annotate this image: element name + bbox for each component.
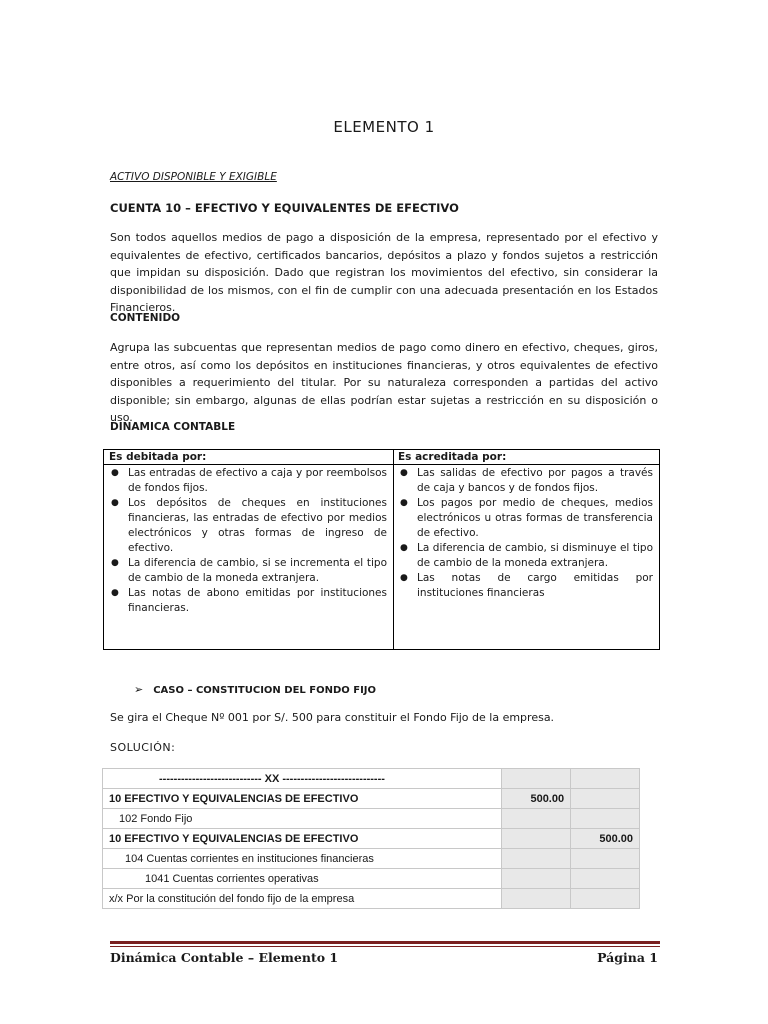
debit-cell xyxy=(502,869,571,889)
bullet-icon: ● xyxy=(111,498,119,508)
debit-cell xyxy=(502,769,571,789)
table-row xyxy=(103,809,640,829)
case-statement: Se gira el Cheque Nº 001 por S/. 500 para constituir el Fondo Fijo de la empresa. xyxy=(110,711,555,724)
list-item: ● Las entradas de efectivo a caja y por reembolsos de fondos fijos. xyxy=(111,467,387,494)
credit-list xyxy=(393,466,659,601)
list-item: ● La diferencia de cambio, si disminuye el tipo de cambio de la moneda extranjera. xyxy=(400,542,653,569)
table-row xyxy=(103,869,640,889)
footer-title: Dinámica Contable – Elemento 1 xyxy=(110,950,339,965)
list-item: ● Las salidas de efectivo por pagos a través de caja y bancos y de fondos fijos. xyxy=(400,467,653,494)
page-title: ELEMENTO 1 xyxy=(333,118,435,136)
contenido-paragraph: Agrupa las subcuentas que representan medios de pago como dinero en efectivo, cheques, giros, entre otros, así como los depósitos en instituciones financieras, y otros equivalentes de efectivo disponibles a requerimiento del titular. Por su naturaleza corresponden a partidas del activo disponible; sin embargo, algunas de ellas podrían estar sujetas a restricción en su disposición o uso. xyxy=(110,341,658,424)
journal-separator: ---------------------------- XX ---------------------------- xyxy=(103,769,502,789)
dynamics-table xyxy=(103,449,660,650)
bullet-icon: ● xyxy=(400,468,408,478)
journal-entry-table xyxy=(102,768,640,909)
list-item: ● Los pagos por medio de cheques, medios electrónicos u otras formas de transferencia de efectivo. xyxy=(400,497,653,539)
case-title: CASO – CONSTITUCION DEL FONDO FIJO xyxy=(153,685,377,696)
credit-cell xyxy=(571,869,640,889)
credit-cell xyxy=(571,849,640,869)
table-row xyxy=(103,789,640,809)
account-cell: x/x Por la constitución del fondo fijo de la empresa xyxy=(103,889,502,909)
credit-cell xyxy=(571,769,640,789)
table-row xyxy=(103,769,640,789)
debit-cell xyxy=(502,829,571,849)
credit-header: Es acreditada por: xyxy=(393,450,659,465)
debit-header: Es debitada por: xyxy=(104,450,393,465)
debit-cell: 500.00 xyxy=(502,789,571,809)
arrow-bullet-icon: ➢ xyxy=(134,683,144,696)
table-row xyxy=(103,849,640,869)
bullet-icon: ● xyxy=(111,468,119,478)
bullet-icon: ● xyxy=(111,558,119,568)
footer-rule-thin xyxy=(110,946,660,947)
table-row xyxy=(103,889,640,909)
table-row xyxy=(103,829,640,849)
debit-cell xyxy=(502,849,571,869)
list-item: ● Las notas de abono emitidas por instituciones financieras. xyxy=(111,587,387,614)
account-cell: 1041 Cuentas corrientes operativas xyxy=(103,869,502,889)
contenido-heading: CONTENIDO xyxy=(110,312,181,324)
description-paragraph: Son todos aquellos medios de pago a disposición de la empresa, representado por el efectivo y equivalentes de efectivo, certificados bancarios, depósitos a plazo y fondos sujetos a restricción que impidan su disposición. Dado que registran los movimientos del efectivo, sin considerar la disponibilidad de los mismos, con el fin de cumplir con una adecuada presentación en los Estados Financieros. xyxy=(110,231,658,314)
debit-list xyxy=(104,466,393,616)
credit-cell: 500.00 xyxy=(571,829,640,849)
debit-cell xyxy=(502,809,571,829)
bullet-icon: ● xyxy=(111,588,119,598)
section-subtitle: ACTIVO DISPONIBLE Y EXIGIBLE xyxy=(110,171,277,183)
account-cell: 10 EFECTIVO Y EQUIVALENCIAS DE EFECTIVO xyxy=(103,829,502,849)
case-heading xyxy=(134,683,376,696)
account-cell: 10 EFECTIVO Y EQUIVALENCIAS DE EFECTIVO xyxy=(103,789,502,809)
page-number: Página 1 xyxy=(597,950,658,965)
bullet-icon: ● xyxy=(400,543,408,553)
solution-label: SOLUCIÓN: xyxy=(110,741,176,754)
list-item: ● La diferencia de cambio, si se incrementa el tipo de cambio de la moneda extranjera. xyxy=(111,557,387,584)
list-item: ● Los depósitos de cheques en instituciones financieras, las entradas de efectivo por medios electrónicos y otras formas de ingreso de efectivo. xyxy=(111,497,387,554)
footer-rule xyxy=(110,941,660,944)
credit-cell xyxy=(571,889,640,909)
bullet-icon: ● xyxy=(400,573,408,583)
account-heading: CUENTA 10 – EFECTIVO Y EQUIVALENTES DE EFECTIVO xyxy=(110,201,459,215)
credit-column xyxy=(393,450,659,649)
credit-cell xyxy=(571,809,640,829)
debit-column xyxy=(104,450,394,649)
dinamica-heading: DINAMICA CONTABLE xyxy=(110,421,236,433)
account-cell: 102 Fondo Fijo xyxy=(103,809,502,829)
list-item: ● Las notas de cargo emitidas por instituciones financieras xyxy=(400,572,653,599)
credit-cell xyxy=(571,789,640,809)
bullet-icon: ● xyxy=(400,498,408,508)
debit-cell xyxy=(502,889,571,909)
account-cell: 104 Cuentas corrientes en instituciones financieras xyxy=(103,849,502,869)
